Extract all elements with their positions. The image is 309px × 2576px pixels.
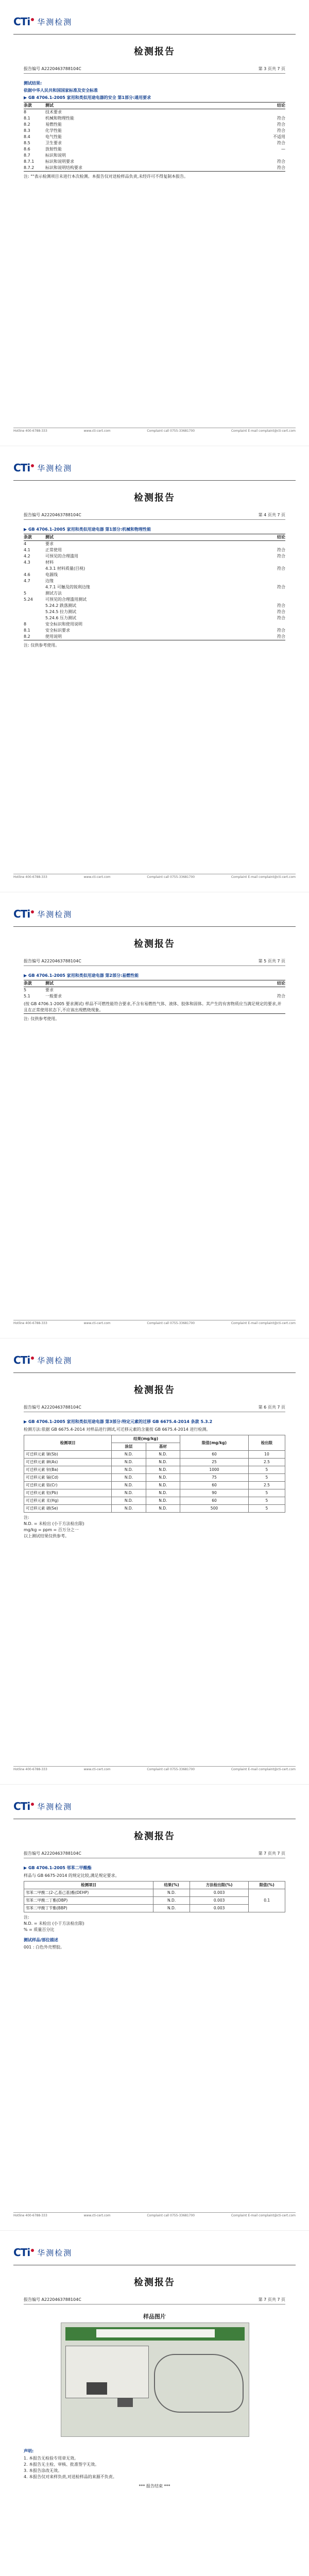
table-row: 8.2 使用说明 符合 xyxy=(24,634,285,639)
section-title: GB 4706.1-2005 家用和类似用途电器 第2部分:易燃性能 xyxy=(28,973,139,978)
triangle-icon: ▶ xyxy=(24,1419,28,1424)
logo-dot-icon xyxy=(31,1357,34,1360)
table-row: 8.7.1 标识和说明要求 符合 xyxy=(24,159,285,164)
remarks-title: 声明: xyxy=(24,2449,34,2453)
cti-logo: CTi 华测检测 xyxy=(13,462,73,474)
cti-logo: CTi 华测检测 xyxy=(13,1354,73,1366)
page-body xyxy=(24,972,285,1022)
report-no-label: 报告编号 xyxy=(24,66,40,71)
logo-dot-icon xyxy=(31,1803,34,1806)
method-paragraph: 检测方法:依据 GB 6675.4-2014 对样品进行测试,可迁移元素的含量按 GB 6675.4-2014 进行检测。 xyxy=(24,1427,211,1432)
photo-package xyxy=(65,2327,245,2341)
remark-item: 1. 本报告无检验专用章无效。 xyxy=(24,2456,79,2461)
table-row: 8.3 化学性能 符合 xyxy=(24,128,285,133)
remark-item: 4. 本报告仅对来样负责,对送检样品的来源不负责。 xyxy=(24,2475,117,2479)
table-row: 4.7 边缘 xyxy=(24,579,54,583)
report-page-5 xyxy=(0,892,309,1338)
page-footer: Hotline 400-6788-333 www.cti-cert.com Complaint call 0755-33681700 Complaint E-mail complaint@cti-cert.com xyxy=(13,428,296,435)
results-table xyxy=(24,1881,285,1912)
meta-row: 报告编号 A2220463788104C 第 6 页共 7 页 xyxy=(24,1404,285,1412)
triangle-icon: ▶ xyxy=(24,1866,28,1870)
logo-dot-icon xyxy=(31,464,34,467)
page-header xyxy=(13,906,296,927)
table-row: 可迁移元素 钡(Ba) N.D. N.D. 1000 5 xyxy=(24,1466,285,1474)
page-body xyxy=(24,2447,285,2489)
table-row: 8.5 卫生要求 符合 xyxy=(24,141,285,145)
intro-heading: 测试结果: xyxy=(24,81,42,86)
remark-item: 2. 本报告无主检、审核、批准签字无效。 xyxy=(24,2462,99,2467)
table-row: 4.1 正常使用 符合 xyxy=(24,548,285,552)
meta-row: 报告编号 A2220463788104C 第 4 页共 7 页 xyxy=(24,512,285,520)
table-row: 可迁移元素 铅(Pb) N.D. N.D. 90 5 xyxy=(24,1489,285,1497)
page-label: 第 7 页共 7 页 xyxy=(258,1851,285,1856)
table-row: 4.7.1 可触及的锐利边缘 符合 xyxy=(45,585,285,589)
cti-logo: CTi 华测检测 xyxy=(13,908,73,920)
cti-logo: CTi 华测检测 xyxy=(13,2246,73,2259)
logo-dot-icon xyxy=(31,2249,34,2252)
triangle-icon: ▶ xyxy=(24,95,28,100)
report-page-3 xyxy=(0,0,309,446)
page-label: 第 5 页共 7 页 xyxy=(258,959,285,963)
logo-cn: 华测检测 xyxy=(37,17,73,27)
table-row: 8 安全标识和使用说明 xyxy=(24,622,82,626)
table-row: 5.24.6 压力测试 符合 xyxy=(45,616,285,620)
page-title: 检测报告 xyxy=(134,1385,175,1396)
table-rows xyxy=(24,541,285,640)
logo-dot-icon xyxy=(31,910,34,913)
results-table xyxy=(24,1435,285,1513)
table-header: 检测项目 结果(%) 方法检出限(%) 限值(%) xyxy=(24,1882,285,1889)
page-title: 检测报告 xyxy=(134,493,175,503)
section-title: GB 4706.1-2005 家用和类似用途电器 第3部分:特定元素的迁移 GB 6675.4-2014 条款 5.3.2 xyxy=(28,1419,213,1424)
table-row: 8 技术要求 xyxy=(24,110,62,114)
page-footer: Hotline 400-6788-333 www.cti-cert.com Complaint call 0755-33681700 Complaint E-mail complaint@cti-cert.com xyxy=(13,1766,296,1774)
page-title: 检测报告 xyxy=(134,939,175,950)
photo-wire xyxy=(154,2354,244,2413)
table-row: 8.7 标识和说明 xyxy=(24,153,66,158)
table-row: 4.3.1 材料质量(目视) 符合 xyxy=(45,566,285,571)
sample-description: 001 : 白色外壳塑胶。 xyxy=(24,1945,65,1950)
table-row: 可迁移元素 砷(As) N.D. N.D. 25 2.5 xyxy=(24,1459,285,1466)
page-note: 注: ""表示检测项目未进行本次检测。本报告仅对送检样品负责,未经许可不得复制本报告。 xyxy=(24,174,188,179)
meta-row xyxy=(24,66,285,74)
table-row: 4.2 可预见的合理滥用 符合 xyxy=(24,554,285,558)
page-title: 检测报告 xyxy=(134,2277,175,2288)
section-title: GB 4706.1-2005 家用和类似用途电器 第1部分:机械和物理性能 xyxy=(28,527,151,532)
page-header xyxy=(13,460,296,481)
page-title: 检测报告 xyxy=(134,1831,175,1842)
table-row: 可迁移元素 铬(Cr) N.D. N.D. 60 2.5 xyxy=(24,1482,285,1489)
logo-latin: CTi xyxy=(13,15,30,28)
page-body xyxy=(24,1864,285,1951)
table-row: 可迁移元素 镉(Cd) N.D. N.D. 75 5 xyxy=(24,1474,285,1482)
report-page-4 xyxy=(0,446,309,892)
page-label: 第 6 页共 7 页 xyxy=(258,1405,285,1410)
triangle-icon: ▶ xyxy=(24,527,28,532)
meta-row: 报告编号 A2220463788104C 第 5 页共 7 页 xyxy=(24,958,285,966)
page-header xyxy=(13,2244,296,2265)
meta-row: 报告编号 A2220463788104C 第 7 页共 7 页 xyxy=(24,1851,285,1858)
table-row: 5.24 可预见的合理滥用测试 xyxy=(24,597,87,602)
table-row: 5 要求 xyxy=(24,988,54,992)
page-label: 第 7 页共 7 页 xyxy=(258,2297,285,2302)
table-rows xyxy=(24,109,285,172)
table-row: 4 要求 xyxy=(24,541,54,546)
page-footer: Hotline 400-6788-333 www.cti-cert.com Complaint call 0755-33681700 Complaint E-mail complaint@cti-cert.com xyxy=(13,874,296,882)
section-title: GB 4706.1-2005 家用和类似用途电器的安全 第1部分:通用要求 xyxy=(28,95,151,100)
page-label: 第 4 页共 7 页 xyxy=(258,513,285,517)
page-body xyxy=(24,1418,285,1539)
table-row: 邻苯二甲酸二(2-乙基己基)酯(DEHP) N.D. 0.003 0.1 xyxy=(24,1889,285,1897)
report-page-photo xyxy=(0,2231,309,2576)
sample-description-heading: 测试样品/部位描述 xyxy=(24,1938,58,1942)
table-row: 8.7.2 标识和说明结构要求 符合 xyxy=(24,165,285,170)
table-row: 5.1 一般要求 符合 xyxy=(24,994,285,998)
page-footer: Hotline 400-6788-333 www.cti-cert.com Complaint call 0755-33681700 Complaint E-mail complaint@cti-cert.com xyxy=(13,2212,296,2220)
table-row: 5.24.5 拉力测试 符合 xyxy=(45,609,285,614)
cti-logo xyxy=(13,15,72,28)
table-row: 4.3 材料 xyxy=(24,560,54,565)
table-row: 8.4 电气性能 不适用 xyxy=(24,134,285,139)
page-body xyxy=(24,79,285,180)
page-label: 第 3 页共 7 页 xyxy=(258,66,285,71)
table-subheader: 涂层 基材 xyxy=(24,1443,285,1451)
page-body xyxy=(24,526,285,649)
table-row: 4.6 电源线 xyxy=(24,572,58,577)
table-row: 可迁移元素 硒(Se) N.D. N.D. 500 5 xyxy=(24,1505,285,1513)
table-row: 8.2 易燃性能 符合 xyxy=(24,122,285,127)
intro-line: 依据中华人民共和国国家标准及安全标准 xyxy=(24,88,98,93)
remark-item: 3. 本报告涂改无效。 xyxy=(24,2468,62,2473)
table-row: 邻苯二甲酸二丁酯(DBP) N.D. 0.003 xyxy=(24,1897,285,1905)
table-row: 5.24.2 跌落测试 符合 xyxy=(45,603,285,608)
page-header xyxy=(13,13,296,35)
table-header: 检测项目 结果(mg/kg) 限值(mg/kg) 检出限 xyxy=(24,1435,285,1443)
triangle-icon: ▶ xyxy=(24,973,28,978)
page-header xyxy=(13,1352,296,1373)
meta-row: 报告编号 A2220463788104C 第 7 页共 7 页 xyxy=(24,2297,285,2304)
page-notes: 注: N.D. = 未检出 (小于方法检出限) % = 质量百分比 xyxy=(24,1915,84,1932)
table-row: 可迁移元素 锑(Sb) N.D. N.D. 60 10 xyxy=(24,1451,285,1459)
table-header: 条款 测试 结论 xyxy=(24,534,285,541)
page-notes: 注: N.D. = 未检出 (小于方法检出限) mg/kg = ppm = 百万分之一 以上测试结果仅供参考。 xyxy=(24,1515,84,1538)
section-title: GB 4706.1-2005 邻苯二甲酸酯 xyxy=(28,1866,92,1870)
page-note: 注: 仅供参考使用。 xyxy=(24,1016,60,1021)
report-end: *** 报告结束 *** xyxy=(139,2484,170,2488)
page-footer: Hotline 400-6788-333 www.cti-cert.com Complaint call 0755-33681700 Complaint E-mail complaint@cti-cert.com xyxy=(13,1320,296,1328)
report-no: A2220463788104C xyxy=(41,66,81,71)
table-row: 5 测试方法 xyxy=(24,591,62,596)
photo-title: 样品图片 xyxy=(143,2313,166,2320)
page-note: 注: 仅供参考使用。 xyxy=(24,643,60,648)
logo-dot-icon xyxy=(31,18,34,21)
table-row: 可迁移元素 汞(Hg) N.D. N.D. 60 5 xyxy=(24,1497,285,1505)
report-page-6 xyxy=(0,1338,309,1785)
method-paragraph: 样品与 GB 6675-2014 的规定比较,满足规定要求。 xyxy=(24,1873,119,1878)
cti-logo: CTi 华测检测 xyxy=(13,1800,73,1812)
page-header xyxy=(13,1798,296,1819)
table-header: 条款 测试 结论 xyxy=(24,980,285,987)
sample-photo xyxy=(61,2323,249,2437)
table-row: 邻苯二甲酸丁苄酯(BBP) N.D. 0.003 xyxy=(24,1905,285,1912)
table-row: 8.1 安全标识要求 符合 xyxy=(24,628,285,633)
table-header: 条款 测试 结论 xyxy=(24,102,285,109)
table-row: 8.6 放射性能 — xyxy=(24,147,285,151)
photo-board xyxy=(65,2346,149,2398)
table-row: 8.1 机械和物理性能 符合 xyxy=(24,116,285,121)
page-title: 检测报告 xyxy=(134,46,175,57)
report-page-7 xyxy=(0,1785,309,2231)
result-paragraph: (按 GB 4706.1-2005 要求测试) 样品不可燃性能符合要求,不含有易燃性气体、液体、胶体和固体。其产生的有害物质应当满足规定的要求,并且在正常使用状态下,不应该出现燃烧现象。 xyxy=(24,1001,285,1014)
